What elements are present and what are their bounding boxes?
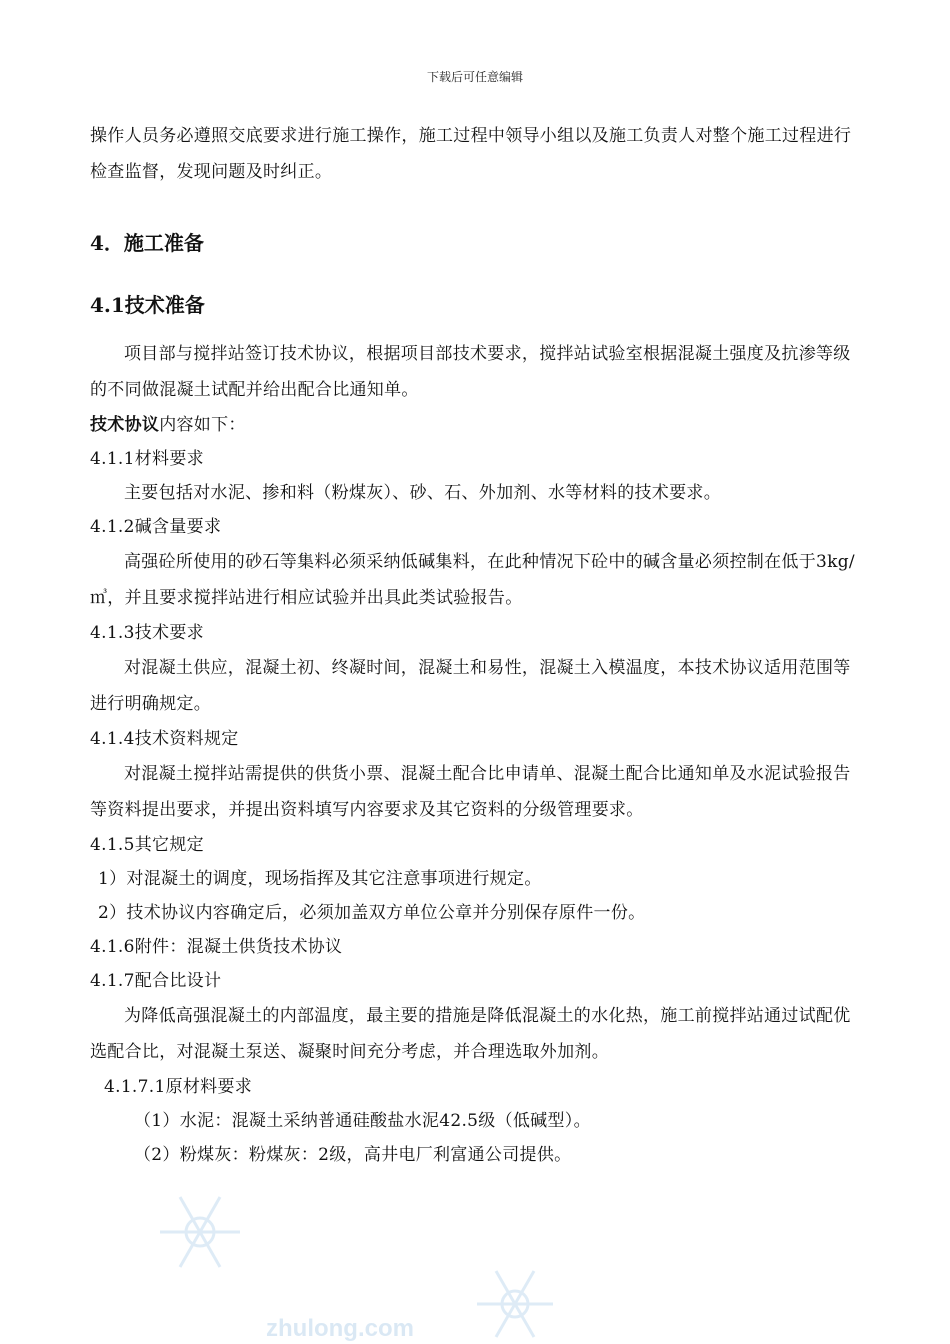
paragraph-4-1-2: 高强砼所使用的砂石等集料必须采纳低碱集料，在此种情况下砼中的碱含量必须控制在低于3kg/㎥，并且要求搅拌站进行相应试验并出具此类试验报告。 [90,552,855,608]
list-item-4-1-5-a: 1）对混凝土的调度，现场指挥及其它注意事项进行规定。 [98,869,542,889]
heading-4-1: 4.1技术准备 [90,293,205,317]
tech-agreement-intro [90,408,860,442]
section-4-1-1: 4.1.1材料要求 [90,449,204,469]
watermark [0,1180,950,1344]
tech-agreement-rest: 内容如下： [159,415,246,435]
section-4-1-7-1: 4.1.7.1原材料要求 [104,1077,253,1097]
snowflake-icon [160,1197,553,1337]
list-item-fly-ash: （2）粉煤灰：粉煤灰：2级，高井电厂利富通公司提供。 [134,1145,572,1165]
watermark-text: zhulong.com [266,1315,414,1342]
section-4-1-6: 4.1.6附件：混凝土供货技术协议 [90,937,343,957]
paragraph-tech-prep: 项目部与搅拌站签订技术协议，根据项目部技术要求，搅拌站试验室根据混凝土强度及抗渗等级的不同做混凝土试配并给出配合比通知单。 [90,344,851,400]
section-4-1-3: 4.1.3技术要求 [90,623,204,643]
paragraph-4-1-3: 对混凝土供应，混凝土初、终凝时间，混凝土和易性，混凝土入模温度，本技术协议适用范围等进行明确规定。 [90,658,851,714]
heading-4: 4．施工准备 [90,231,204,255]
paragraph-4-1-7: 为降低高强混凝土的内部温度，最主要的措施是降低混凝土的水化热，施工前搅拌站通过试配优选配合比，对混凝土泵送、凝聚时间充分考虑，并合理选取外加剂。 [90,1006,851,1062]
paragraph-4-1-4: 对混凝土搅拌站需提供的供货小票、混凝土配合比申请单、混凝土配合比通知单及水泥试验报告等资料提出要求，并提出资料填写内容要求及其它资料的分级管理要求。 [90,764,851,820]
list-item-4-1-5-b: 2）技术协议内容确定后，必须加盖双方单位公章并分别保存原件一份。 [98,903,646,923]
page-header: 下载后可任意编辑 [426,70,523,84]
paragraph-4-1-1: 主要包括对水泥、掺和料（粉煤灰）、砂、石、外加剂、水等材料的技术要求。 [124,483,721,503]
section-4-1-5: 4.1.5其它规定 [90,835,204,855]
section-4-1-2: 4.1.2碱含量要求 [90,517,222,537]
section-4-1-4: 4.1.4技术资料规定 [90,729,239,749]
paragraph-intro: 操作人员务必遵照交底要求进行施工操作，施工过程中领导小组以及施工负责人对整个施工过程进行检查监督，发现问题及时纠正。 [90,126,852,182]
document-body [90,118,860,1172]
section-4-1-7: 4.1.7配合比设计 [90,971,222,991]
list-item-cement: （1）水泥：混凝土采纳普通硅酸盐水泥42.5级（低碱型）。 [134,1111,591,1131]
tech-agreement-bold: 技术协议 [90,415,160,435]
